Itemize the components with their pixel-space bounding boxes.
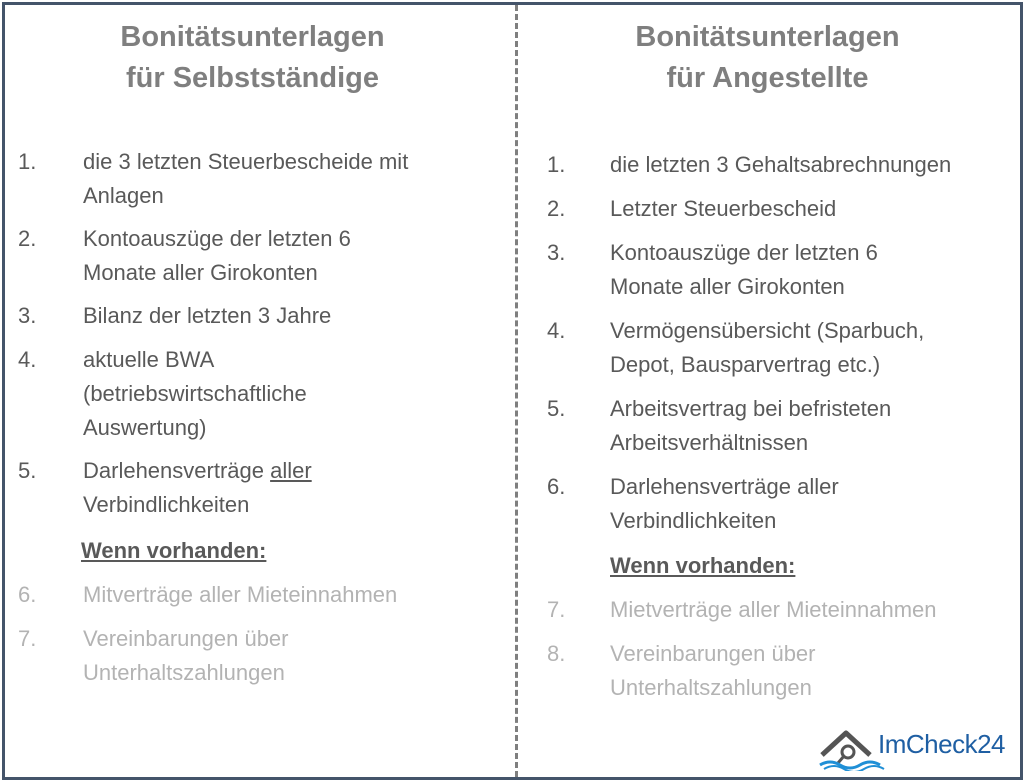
item-text — [610, 637, 816, 705]
item-line: Monate aller Girokonten — [610, 274, 845, 299]
item-number: 3. — [18, 303, 37, 328]
column-divider — [515, 5, 518, 777]
title-angestellte — [520, 17, 1015, 99]
item-text — [610, 192, 836, 226]
item-text — [610, 392, 891, 460]
item-line: Vereinbarungen über — [83, 626, 289, 651]
subheading-wenn-vorhanden: Wenn vorhanden: — [81, 538, 267, 563]
item-line: aktuelle BWA — [83, 347, 215, 372]
item-line: Verbindlichkeiten — [83, 492, 250, 517]
logo-text: ImCheck24 — [878, 729, 1005, 759]
item-number: 4. — [547, 318, 566, 343]
item-text — [610, 314, 924, 382]
item-number: 6. — [547, 474, 566, 499]
item-line: (betriebswirtschaftliche — [83, 381, 307, 406]
item-line: Unterhaltszahlungen — [610, 675, 812, 700]
item-line: Mitverträge aller Mieteinnahmen — [83, 582, 398, 607]
item-line: Darlehensverträge aller — [610, 474, 839, 499]
item-line: Bilanz der letzten 3 Jahre — [83, 303, 332, 328]
item-number: 7. — [547, 597, 566, 622]
item-text — [610, 236, 878, 304]
item-line: Letzter Steuerbescheid — [610, 196, 837, 221]
item-line: Darlehensverträge — [83, 458, 271, 483]
item-line: Depot, Bausparvertrag etc.) — [610, 352, 881, 377]
item-line: Kontoauszüge der letzten 6 — [610, 240, 878, 265]
item-line: Unterhaltszahlungen — [83, 660, 285, 685]
item-line: Arbeitsvertrag bei befristeten — [610, 396, 892, 421]
item-number: 3. — [547, 240, 566, 265]
item-text — [610, 593, 937, 627]
item-line: die 3 letzten Steuerbescheide mit — [83, 149, 409, 174]
item-line: Monate aller Girokonten — [83, 260, 318, 285]
item-text — [83, 222, 351, 290]
item-number: 7. — [18, 626, 37, 651]
item-line: Mietverträge aller Mieteinnahmen — [610, 597, 937, 622]
item-text — [83, 578, 397, 612]
title-line2: für Selbstständige — [126, 62, 379, 94]
item-number: 8. — [547, 641, 566, 666]
underlined-word: aller — [270, 458, 312, 483]
item-text — [83, 454, 312, 522]
item-text — [83, 299, 331, 333]
item-text — [83, 145, 408, 213]
item-text — [83, 622, 289, 690]
item-number: 5. — [547, 396, 566, 421]
subheading-wenn-vorhanden: Wenn vorhanden: — [610, 553, 796, 578]
title-line1: Bonitätsunterlagen — [120, 21, 385, 53]
title-line1: Bonitätsunterlagen — [635, 21, 900, 53]
item-number: 2. — [547, 196, 566, 221]
document-frame — [2, 2, 1023, 780]
title-selbststaendige — [5, 17, 500, 99]
item-number: 1. — [547, 152, 566, 177]
logo — [818, 725, 1008, 771]
item-text — [83, 343, 307, 445]
item-number: 4. — [18, 347, 37, 372]
item-text — [610, 470, 839, 538]
item-number: 1. — [18, 149, 37, 174]
item-line: Arbeitsverhältnissen — [610, 430, 809, 455]
item-line: Anlagen — [83, 183, 164, 208]
item-line: Vereinbarungen über — [610, 641, 816, 666]
item-line: Kontoauszüge der letzten 6 — [83, 226, 351, 251]
item-line: Vermögensübersicht (Sparbuch, — [610, 318, 925, 343]
item-text — [610, 148, 951, 182]
item-line: Verbindlichkeiten — [610, 508, 777, 533]
item-number: 6. — [18, 582, 37, 607]
item-line: Auswertung) — [83, 415, 207, 440]
item-number: 2. — [18, 226, 37, 251]
title-line2: für Angestellte — [666, 62, 869, 94]
item-line: die letzten 3 Gehaltsabrechnungen — [610, 152, 952, 177]
item-number: 5. — [18, 458, 37, 483]
